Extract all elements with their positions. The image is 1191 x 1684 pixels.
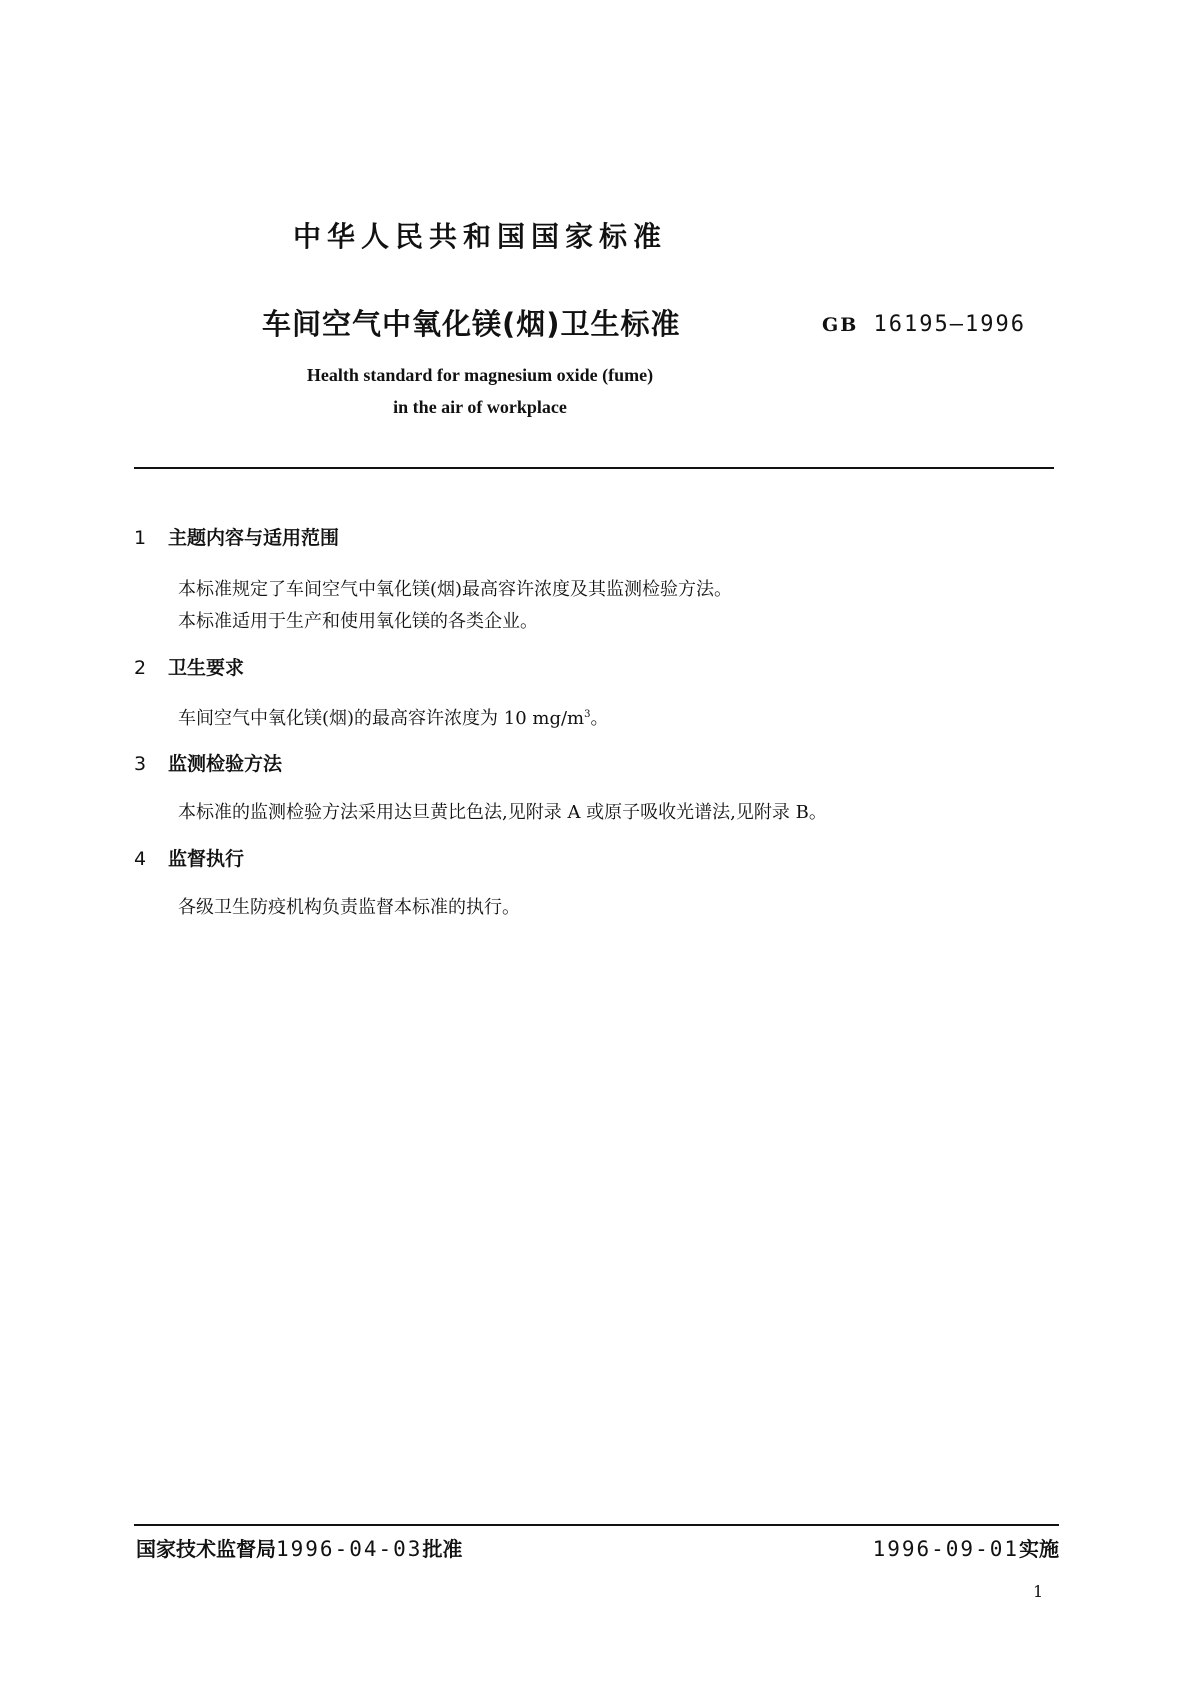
section-1-paragraph-1: 本标准规定了车间空气中氧化镁(烟)最高容许浓度及其监测检验方法。 bbox=[178, 579, 733, 600]
section-4-heading bbox=[134, 844, 244, 871]
section-number: 3 bbox=[134, 753, 147, 775]
footer-divider bbox=[134, 1524, 1059, 1526]
section-4-paragraph-1: 各级卫生防疫机构负责监督本标准的执行。 bbox=[178, 897, 520, 918]
approval-info bbox=[136, 1533, 462, 1562]
section-2-heading bbox=[134, 653, 244, 680]
approve-label: 批准 bbox=[422, 1537, 463, 1561]
unit-superscript: 3 bbox=[584, 709, 591, 720]
section-1-heading bbox=[134, 523, 339, 550]
section-title: 监督执行 bbox=[168, 848, 245, 870]
sentence-end: 。 bbox=[590, 708, 609, 729]
page-number: 1 bbox=[1033, 1582, 1044, 1601]
english-title-line-1: Health standard for magnesium oxide (fume) bbox=[306, 365, 654, 385]
english-title-line-2: in the air of workplace bbox=[393, 397, 567, 417]
header-divider bbox=[134, 467, 1054, 469]
approve-date: 1996-04-03 bbox=[276, 1537, 423, 1561]
section-3-paragraph-1: 本标准的监测检验方法采用达旦黄比色法,见附录 A 或原子吸收光谱法,见附录 B。 bbox=[178, 802, 827, 823]
section-1-paragraph-2: 本标准适用于生产和使用氧化镁的各类企业。 bbox=[178, 611, 538, 632]
effective-label: 实施 bbox=[1019, 1537, 1059, 1561]
concentration-text: 车间空气中氧化镁(烟)的最高容许浓度为 10 mg/m bbox=[178, 708, 585, 729]
section-number: 2 bbox=[134, 657, 147, 679]
section-title: 卫生要求 bbox=[168, 657, 245, 679]
section-number: 1 bbox=[134, 527, 147, 549]
national-standard-title: 中华人民共和国国家标准 bbox=[292, 220, 667, 253]
issuer: 国家技术监督局 bbox=[136, 1537, 276, 1561]
section-3-heading bbox=[134, 749, 282, 776]
standard-code bbox=[822, 312, 1026, 337]
effective-info bbox=[873, 1533, 1059, 1562]
section-title: 主题内容与适用范围 bbox=[168, 527, 340, 549]
standard-code-number: 16195—1996 bbox=[873, 312, 1026, 337]
effective-date: 1996-09-01 bbox=[872, 1537, 1019, 1561]
document-title: 车间空气中氧化镁(烟)卫生标准 bbox=[262, 307, 681, 341]
section-2-paragraph-1 bbox=[178, 704, 609, 730]
section-title: 监测检验方法 bbox=[168, 753, 283, 775]
standard-code-prefix: GB bbox=[822, 314, 859, 336]
section-number: 4 bbox=[134, 848, 147, 870]
